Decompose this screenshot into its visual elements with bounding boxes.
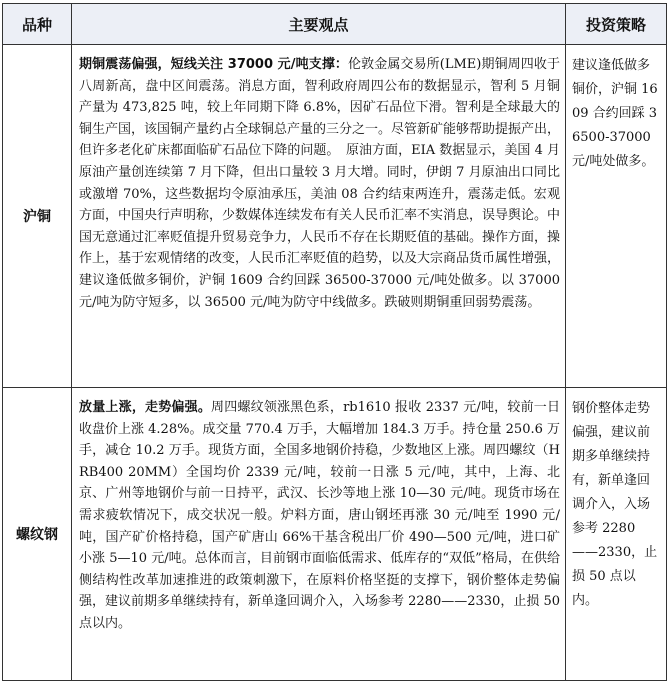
table-row [3,388,667,681]
strategy-cell: 钢价整体走势偏强，建议前期多单继续持有，新单逢回调介入，入场参考 2280——2330，止损 50 点以内。 [566,388,667,681]
view-cell [72,388,566,681]
view-headline: 期铜震荡偏强，短线关注 37000 元/吨支撑： [79,57,349,72]
view-headline: 放量上涨，走势偏强。 [79,400,212,415]
view-body: 伦敦金属交易所(LME)期铜周四收于八周新高，盘中区间震荡。消息方面，智利政府周四公布的数据显示，智利 5 月铜产量为 473,825 吨，较上年同期下降 6.8%，因矿石品位下滑。智利是全球最大的铜生产国，该国铜产量约占全球铜总产量的三分之一。尽管新矿能够帮助提振产出，但许多老化矿床都面临矿石品位下降的问题。 原油方面，EIA 数据显示，美国 4 月原油产量创连续第 7 月下降，但出口量较 3 月大增。同时，伊朗 7 月原油出口同比或激增 70%，这些数据均令原油承压，美油 08 合约结束两连升，震荡走低。宏观方面，中国央行声明称，少数媒体连续发布有关人民币汇率不实消息，误导舆论。中国无意通过汇率贬值提升贸易竞争力，人民币不存在长期贬值的基础。操作方面，操作上，基于宏观情绪的改变，人民币汇率贬值的趋势，以及大宗商品货币属性增强，建议逢低做多铜价，沪铜 1609 合约回踩 36500-37000 元/吨处做多。以 37000 元/吨为防守短多，以 36500 元/吨为防守中线做多。跌破则期铜重回弱势震荡。 [79,57,561,310]
strategy-cell: 建议逢低做多铜价，沪铜 1609 合约回踩 36500-37000 元/吨处做多。 [566,45,667,388]
view-cell [72,45,566,388]
header-row [3,4,667,45]
header-variety: 品种 [3,4,72,45]
view-body: 周四螺纹领涨黑色系，rb1610 报收 2337 元/吨，较前一日收盘价上涨 4.28%。成交量 770.4 万手，大幅增加 184.3 万手。持仓量 250.6 万手，减仓 10.2 万手。现货方面，全国多地钢价持稳，少数地区上涨。周四螺纹（HRB400 20MM）全国均价 2339 元/吨，较前一日涨 5 元/吨，其中，上海、北京、广州等地钢价与前一日持平，武汉、长沙等地上涨 10—30 元/吨。现货市场在需求疲软情况下，成交状况一般。炉料方面，唐山钢坯再涨 30 元/吨至 1990 元/吨，国产矿价格持稳，国产矿唐山 66%干基含税出厂价 490—500 元/吨，进口矿小涨 5—10 元/吨。总体而言，目前钢市面临低需求、低库存的“双低”格局，在供给侧结构性改革加速推进的政策刺激下，在原料价格坚挺的支撑下，钢价整体走势偏强，建议前期多单继续持有，新单逢回调介入，入场参考 2280——2330，止损 50 点以内。 [79,400,560,631]
analysis-table [2,3,667,681]
variety-cell: 螺纹钢 [3,388,72,681]
variety-cell: 沪铜 [3,45,72,388]
table-row [3,45,667,388]
header-main-view: 主要观点 [72,4,566,45]
header-strategy: 投资策略 [566,4,667,45]
